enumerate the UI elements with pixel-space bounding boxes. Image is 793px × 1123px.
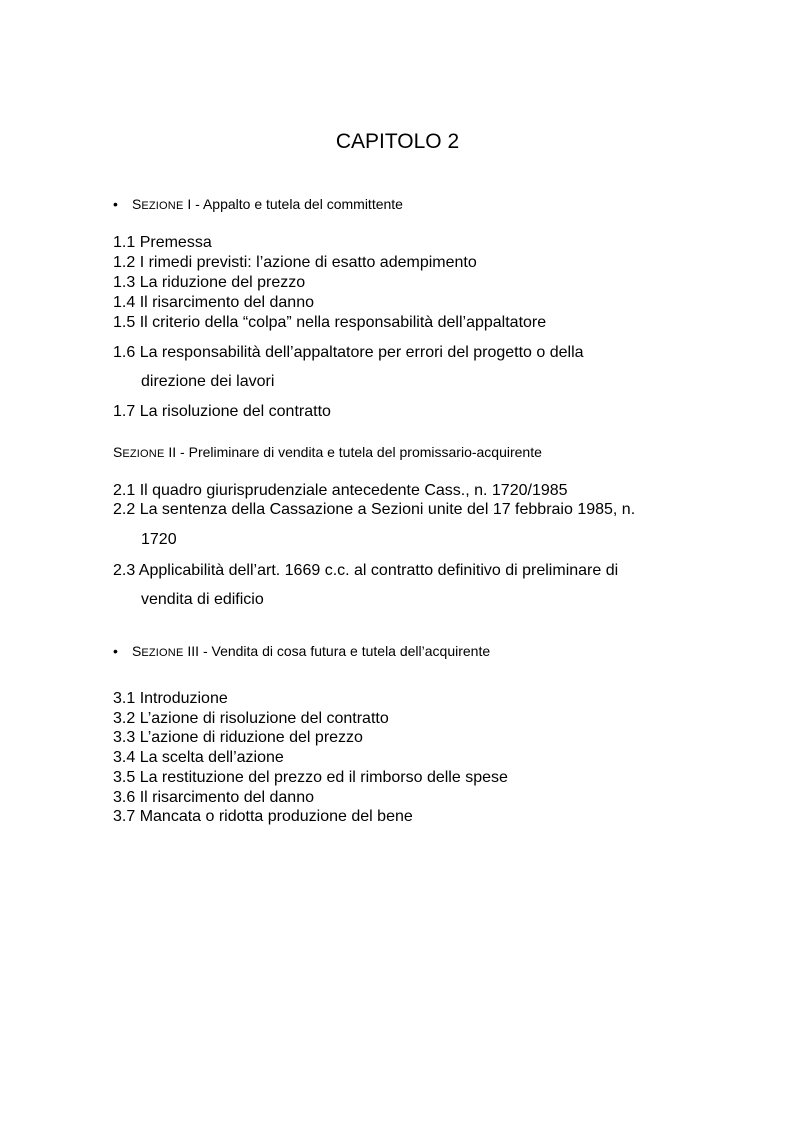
section-label-smallcaps: EZIONE: [141, 647, 184, 659]
chapter-title: CAPITOLO 2: [335, 130, 460, 153]
bullet-icon: •: [113, 643, 118, 659]
toc-item: 1.5 Il criterio della “colpa” nella responsabilità dell’appaltatore: [113, 314, 547, 331]
toc-item-continuation: 1720: [141, 531, 177, 548]
toc-item: 3.3 L’azione di riduzione del prezzo: [113, 729, 363, 746]
toc-item: 3.4 La scelta dell’azione: [113, 749, 284, 766]
section-label-initial: S: [132, 196, 142, 212]
section-label-smallcaps: EZIONE: [141, 200, 184, 212]
toc-item: 1.1 Premessa: [113, 234, 212, 251]
section-title: III - Vendita di cosa futura e tutela dell’acquirente: [183, 643, 491, 659]
toc-item: 1.6 La responsabilità dell’appaltatore per errori del progetto o della: [113, 344, 584, 361]
toc-item: 3.6 Il risarcimento del danno: [113, 789, 314, 806]
toc-item: 1.4 Il risarcimento del danno: [113, 294, 314, 311]
section-heading-1: [113, 195, 403, 215]
section-label-smallcaps: EZIONE: [122, 448, 165, 460]
toc-item: 2.3 Applicabilità dell’art. 1669 c.c. al contratto definitivo di preliminare di: [113, 562, 619, 579]
section-heading-3: [113, 642, 490, 662]
toc-item: 3.2 L’azione di risoluzione del contratto: [113, 710, 389, 727]
section-heading-2: [113, 443, 542, 463]
toc-item: 3.5 La restituzione del prezzo ed il rimborso delle spese: [113, 769, 508, 786]
toc-item: 3.7 Mancata o ridotta produzione del bene: [113, 808, 413, 825]
section-label-initial: S: [113, 444, 123, 460]
bullet-icon: •: [113, 196, 118, 212]
toc-item: 1.3 La riduzione del prezzo: [113, 274, 306, 291]
toc-item: 1.7 La risoluzione del contratto: [113, 403, 331, 420]
toc-item: 2.1 Il quadro giurisprudenziale antecedente Cass., n. 1720/1985: [113, 482, 568, 499]
section-title: II - Preliminare di vendita e tutela del promissario-acquirente: [164, 444, 542, 460]
toc-item: 1.2 I rimedi previsti: l’azione di esatto adempimento: [113, 254, 477, 271]
toc-item-continuation: direzione dei lavori: [141, 373, 275, 390]
section-title: I - Appalto e tutela del committente: [183, 196, 403, 212]
toc-item: 3.1 Introduzione: [113, 690, 228, 707]
toc-item: 2.2 La sentenza della Cassazione a Sezioni unite del 17 febbraio 1985, n.: [113, 501, 636, 518]
section-label-initial: S: [132, 643, 142, 659]
toc-item-continuation: vendita di edificio: [141, 591, 264, 608]
